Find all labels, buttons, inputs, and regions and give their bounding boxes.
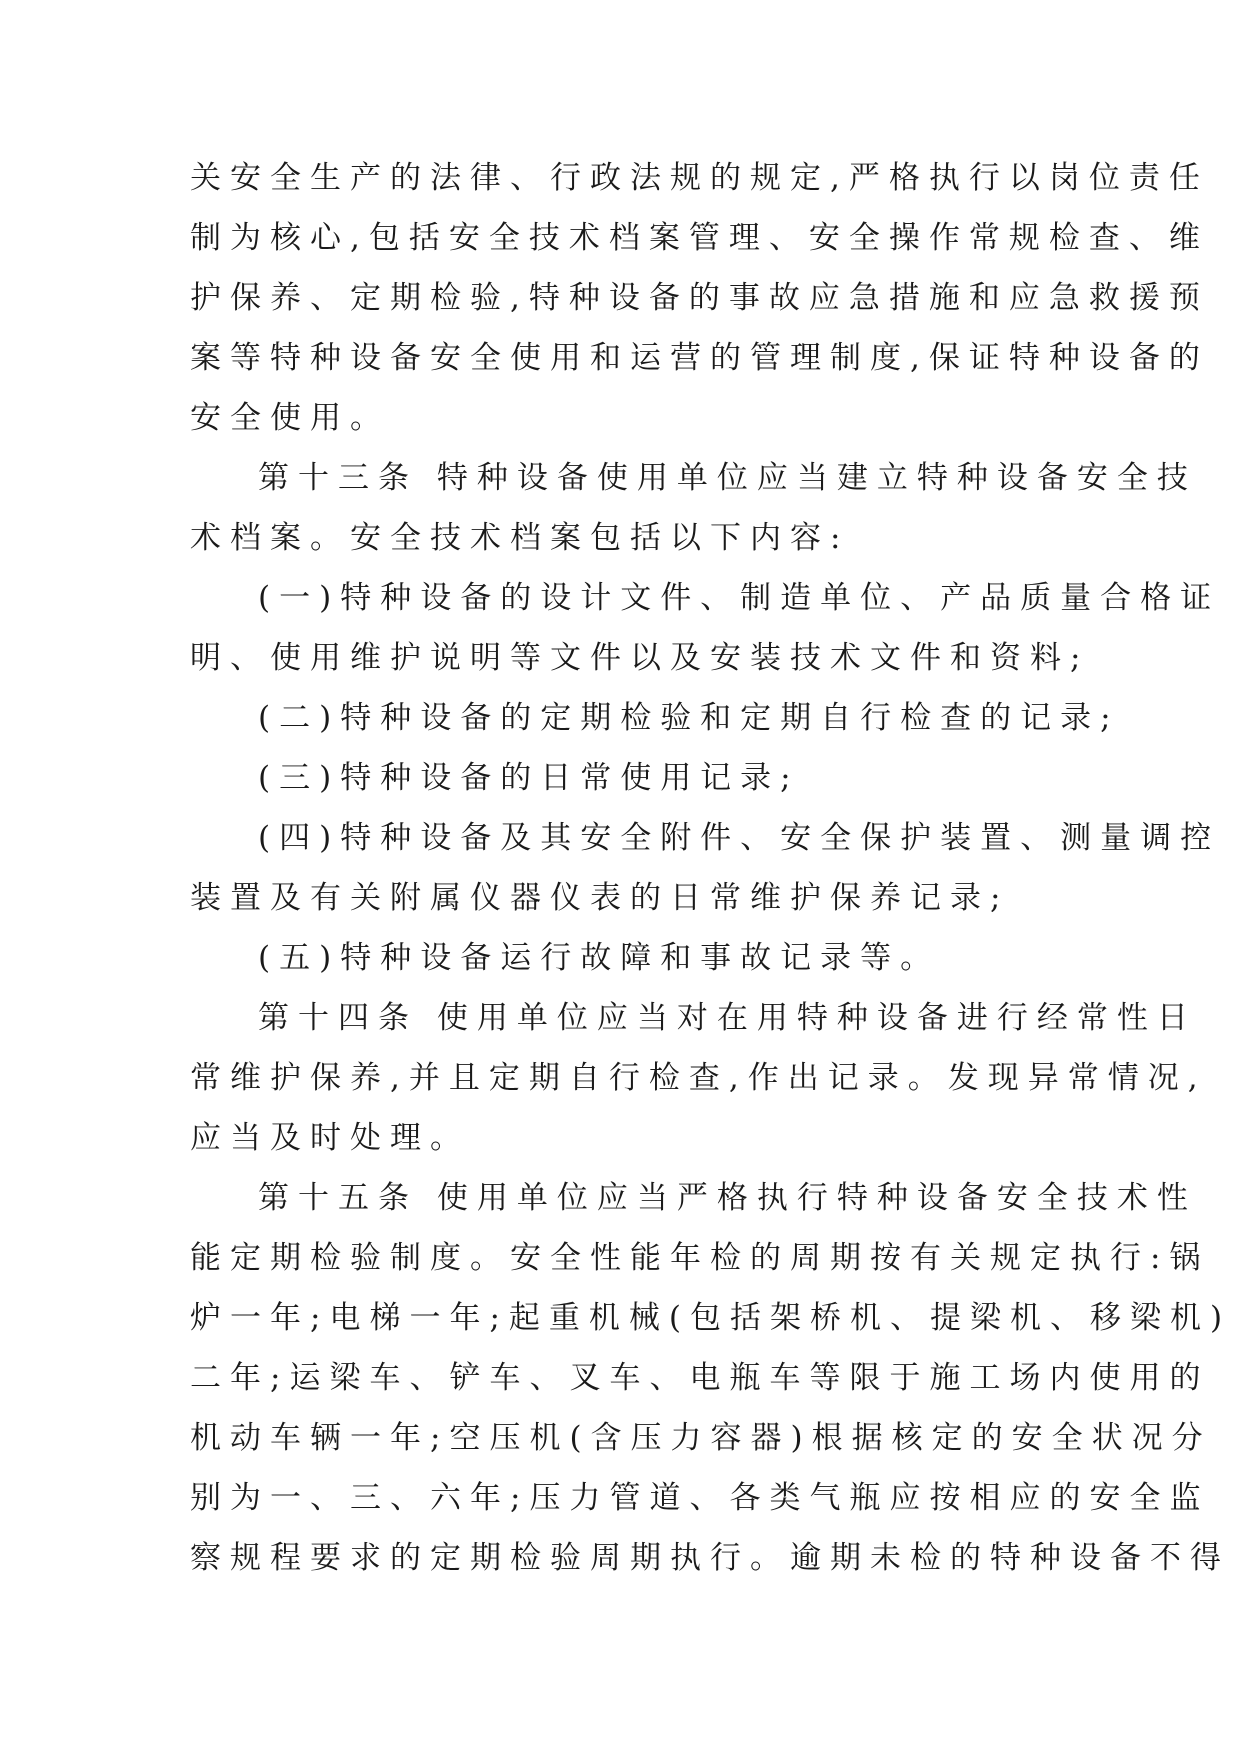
body-text bbox=[190, 148, 1232, 1588]
article-13-heading-line: 第十三条 特种设备使用单位应当建立特种设备安全技 bbox=[258, 460, 1197, 496]
article-14-heading-line: 第十四条 使用单位应当对在用特种设备进行经常性日 bbox=[258, 1000, 1197, 1036]
list-item-2: (二)特种设备的定期检验和定期自行检查的记录; bbox=[258, 700, 1120, 736]
text-line: 术档案。安全技术档案包括以下内容: bbox=[190, 520, 850, 556]
text-line: 关安全生产的法律、行政法规的规定,严格执行以岗位责任 bbox=[190, 160, 1209, 196]
text-line: 案等特种设备安全使用和运营的管理制度,保证特种设备的 bbox=[190, 340, 1209, 376]
list-item-5: (五)特种设备运行故障和事故记录等。 bbox=[258, 940, 941, 976]
text-line: 护保养、定期检验,特种设备的事故应急措施和应急救援预 bbox=[190, 280, 1209, 316]
list-item-4: (四)特种设备及其安全附件、安全保护装置、测量调控 bbox=[258, 820, 1221, 856]
article-15-heading-line: 第十五条 使用单位应当严格执行特种设备安全技术性 bbox=[258, 1180, 1197, 1216]
text-line: 能定期检验制度。安全性能年检的周期按有关规定执行:锅 bbox=[190, 1240, 1210, 1276]
text-line: 炉一年;电梯一年;起重机械(包括架桥机、提梁机、移梁机) bbox=[190, 1300, 1232, 1336]
text-line: 常维护保养,并且定期自行检查,作出记录。发现异常情况, bbox=[190, 1060, 1207, 1096]
list-item-3: (三)特种设备的日常使用记录; bbox=[258, 760, 800, 796]
text-line: 明、使用维护说明等文件以及安装技术文件和资料; bbox=[190, 640, 1090, 676]
text-line: 制为核心,包括安全技术档案管理、安全操作常规检查、维 bbox=[190, 220, 1209, 256]
text-line: 装置及有关附属仪器仪表的日常维护保养记录; bbox=[190, 880, 1010, 916]
text-line: 机动车辆一年;空压机(含压力容器)根据核定的安全状况分 bbox=[190, 1420, 1212, 1456]
text-line: 察规程要求的定期检验周期执行。逾期未检的特种设备不得 bbox=[190, 1540, 1230, 1576]
text-line: 别为一、三、六年;压力管道、各类气瓶应按相应的安全监 bbox=[190, 1480, 1210, 1516]
text-line: 二年;运梁车、铲车、叉车、电瓶车等限于施工场内使用的 bbox=[190, 1360, 1210, 1396]
list-item-1: (一)特种设备的设计文件、制造单位、产品质量合格证 bbox=[258, 580, 1221, 616]
text-line: 安全使用。 bbox=[190, 400, 390, 436]
text-line: 应当及时处理。 bbox=[190, 1120, 470, 1156]
